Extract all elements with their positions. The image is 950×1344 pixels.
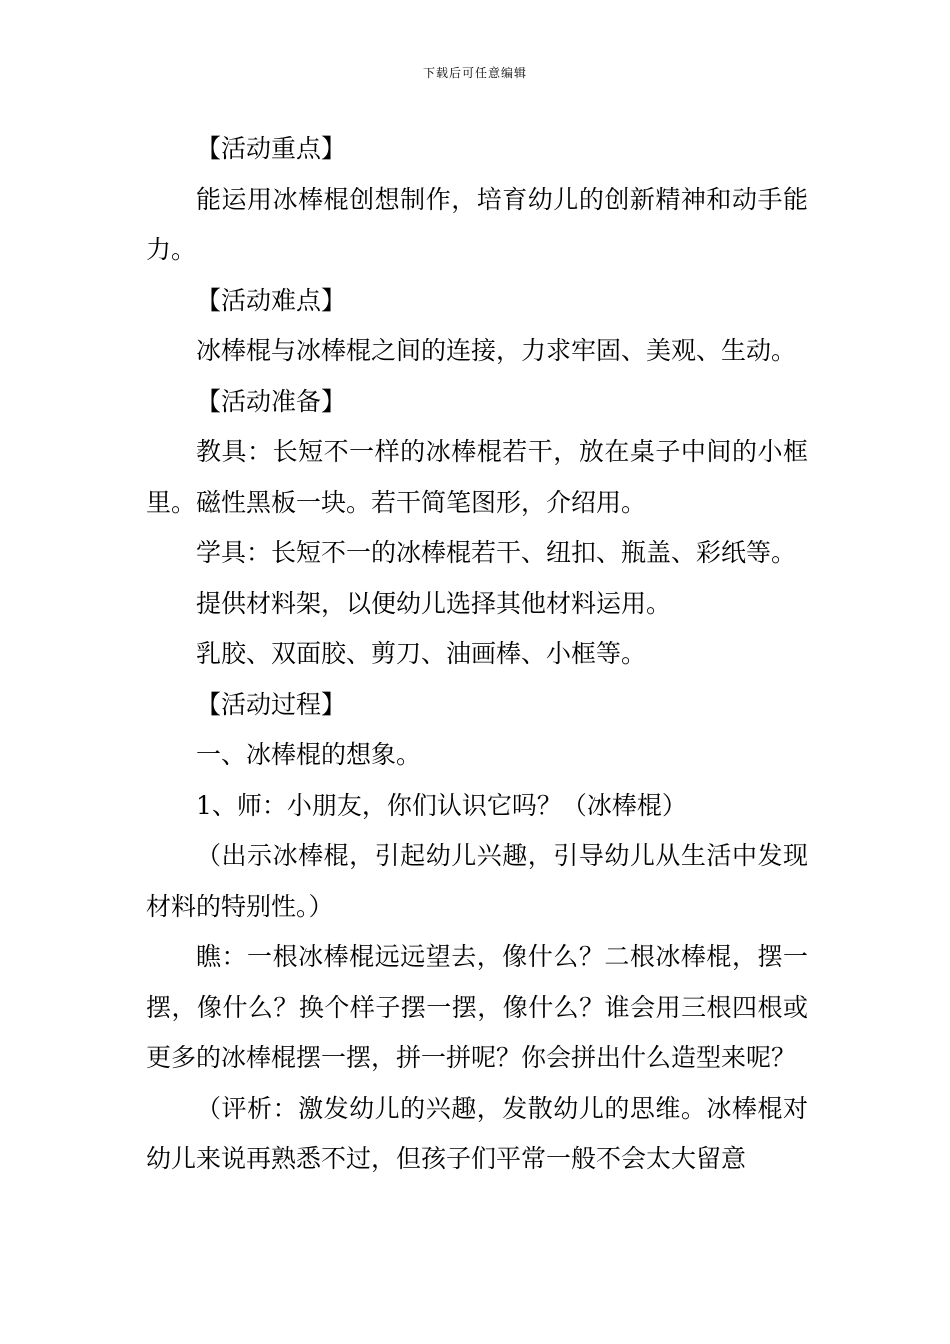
- paragraph: 乳胶、双面胶、剪刀、油画棒、小框等。: [196, 639, 647, 668]
- paragraph: 教具：长短不一样的冰棒棍若干，放在桌子中间的小框里。磁性黑板一块。若干简笔图形，介绍用。: [146, 437, 808, 517]
- paragraph: 学具：长短不一的冰棒棍若干、纽扣、瓶盖、彩纸等。: [196, 538, 797, 567]
- section-heading-process: 【活动过程】: [196, 689, 347, 719]
- paragraph: 瞧：一根冰棒棍远远望去，像什么？二根冰棒棍，摆一摆，像什么？换个样子摆一摆，像什么？谁会用三根四根或更多的冰棒棍摆一摆，拼一拼呢？你会拼出什么造型来呢？: [146, 942, 808, 1072]
- page-header: 下载后可任意编辑: [422, 66, 527, 80]
- section-heading-key-points: 【活动重点】: [196, 134, 347, 163]
- paragraph: 冰棒棍与冰棒棍之间的连接，力求牢固、美观、生动。: [196, 336, 797, 365]
- paragraph: （评析：激发幼儿的兴趣，发散幼儿的思维。冰棒棍对幼儿来说再熟悉不过，但孩子们平常一般不会太大留意: [146, 1093, 808, 1173]
- paragraph: 一、冰棒棍的想象。: [196, 740, 422, 769]
- section-heading-preparation: 【活动准备】: [196, 386, 347, 416]
- paragraph: （出示冰棒棍，引起幼儿兴趣，引导幼儿从生活中发现材料的特别性。）: [146, 841, 808, 921]
- paragraph: 能运用冰棒棍创想制作，培育幼儿的创新精神和动手能力。: [146, 184, 808, 264]
- paragraph: 1、师：小朋友，你们认识它吗？（冰棒棍）: [196, 790, 687, 820]
- document-body: [146, 124, 808, 1185]
- section-heading-difficulties: 【活动难点】: [196, 285, 347, 315]
- paragraph: 提供材料架，以便幼儿选择其他材料运用。: [196, 588, 672, 618]
